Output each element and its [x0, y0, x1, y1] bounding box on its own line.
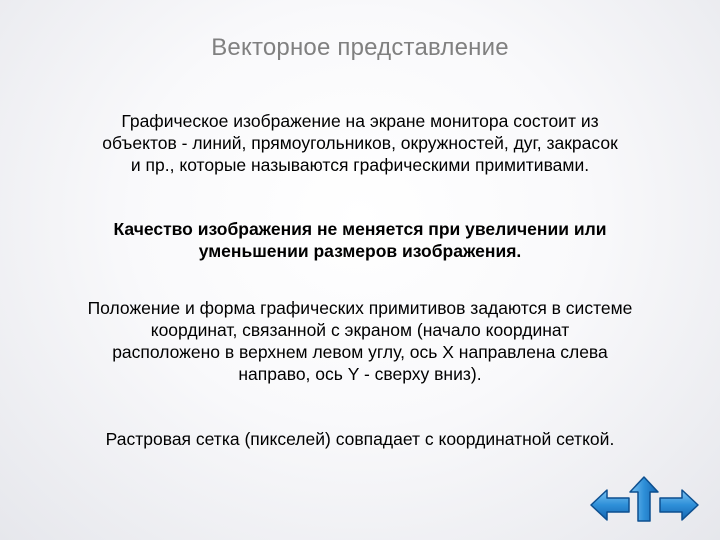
text-line: уменьшении размеров изображения. [198, 241, 522, 261]
arrow-right-icon [658, 487, 700, 523]
text-line: Растровая сетка (пикселей) совпадает с координатной сеткой. [105, 429, 615, 449]
slide-title: Векторное представление [211, 34, 509, 61]
paragraph-graphic-primitives [30, 110, 690, 176]
nav-up-button[interactable] [628, 475, 660, 523]
nav-next-button[interactable] [658, 487, 700, 523]
text-line: расположено в верхнем левом углу, ось X направлена слева [112, 342, 608, 362]
text-line: объектов - линий, прямоугольников, окружностей, дуг, закрасок [102, 133, 618, 153]
text-line: Качество изображения не меняется при увеличении или [113, 219, 607, 239]
paragraph-quality [30, 218, 690, 262]
text-line: и пр., которые называются графическими примитивами. [130, 155, 590, 175]
text-line: направо, ось Y - сверху вниз). [238, 364, 482, 384]
text-line: координат, связанной с экраном (начало координат [150, 320, 570, 340]
paragraph-coordinates [30, 297, 690, 385]
paragraph-raster-grid [30, 428, 690, 450]
arrow-left-icon [589, 487, 631, 523]
nav-prev-button[interactable] [589, 487, 631, 523]
text-line: Графическое изображение на экране монитора состоит из [121, 111, 599, 131]
arrow-up-icon [628, 475, 660, 523]
text-line: Положение и форма графических примитивов задаются в системе [87, 298, 633, 318]
